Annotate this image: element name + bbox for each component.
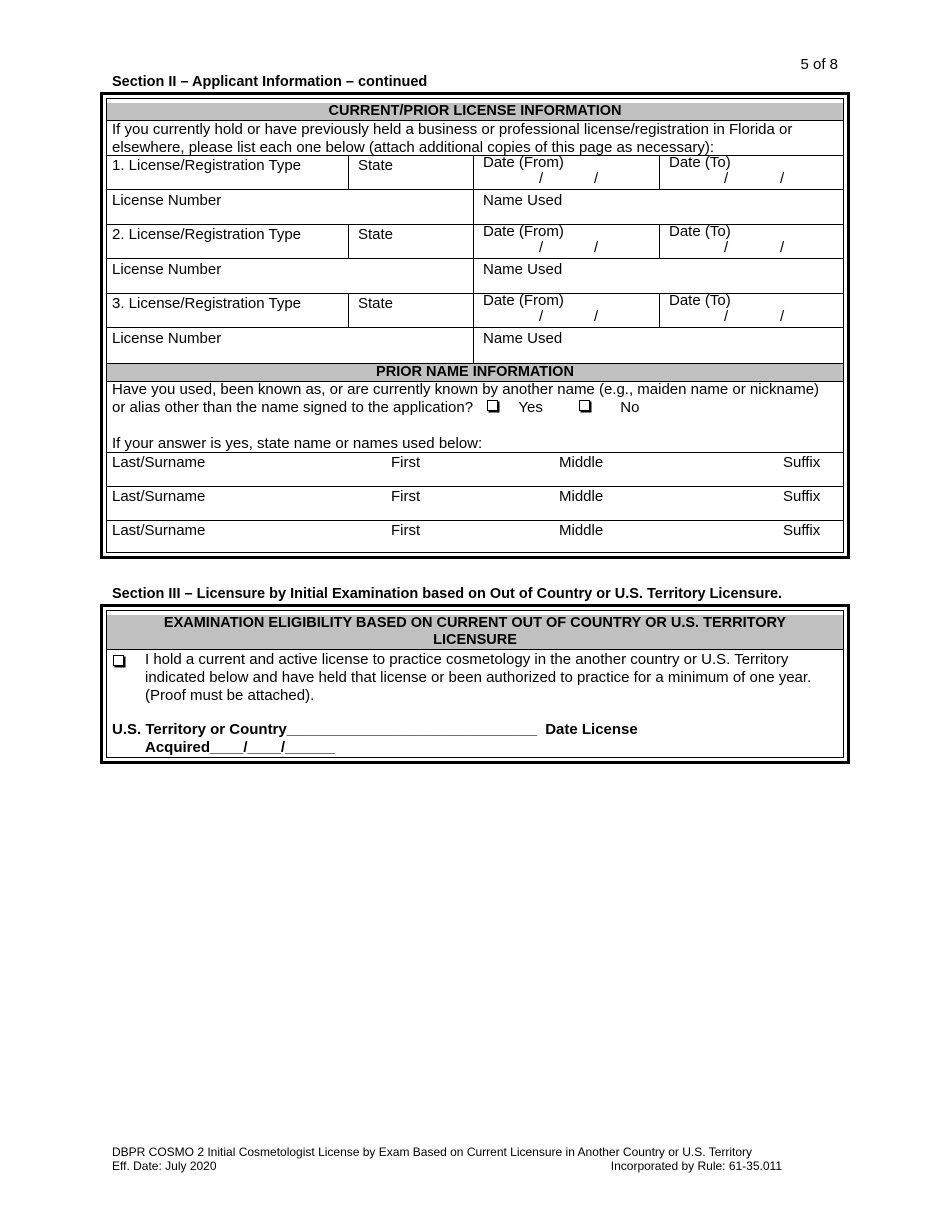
- date-separator: /: [594, 308, 599, 325]
- section-2-inner: [106, 98, 844, 553]
- date-separator: /: [724, 308, 729, 325]
- license-info-header: CURRENT/PRIOR LICENSE INFORMATION: [107, 103, 843, 121]
- license-1-number-field[interactable]: License Number: [112, 192, 222, 209]
- prior-name-header: PRIOR NAME INFORMATION: [107, 363, 843, 382]
- date-separator: /: [594, 239, 599, 256]
- license-2-date-from-field[interactable]: Date (From): [483, 223, 564, 240]
- prior-name-2-suffix-field[interactable]: Suffix: [783, 488, 821, 505]
- license-3-name-used-field[interactable]: Name Used: [483, 330, 563, 347]
- prior-name-1-middle-field[interactable]: Middle: [559, 454, 604, 471]
- license-1-type-field[interactable]: 1. License/Registration Type: [112, 157, 302, 174]
- section-3-box: [100, 604, 850, 764]
- date-separator: /: [724, 239, 729, 256]
- license-2-state-field[interactable]: State: [358, 226, 394, 243]
- territory-label: U.S. Territory or Country______________________________: [112, 721, 538, 738]
- prior-name-3-middle-field[interactable]: Middle: [559, 522, 604, 539]
- prior-name-question-text: Have you used, been known as, or are currently known by another name (e.g., maiden name or nickname) or alias other than the name signed to the application?: [112, 381, 820, 416]
- license-1-date-from-field[interactable]: Date (From): [483, 154, 564, 171]
- prior-name-3-last-field[interactable]: Last/Surname: [112, 522, 206, 539]
- footer-form-title: DBPR COSMO 2 Initial Cosmetologist License by Exam Based on Current Licensure in Another Country or U.S. Territory: [112, 1145, 753, 1159]
- license-3-date-to-field[interactable]: Date (To): [669, 292, 731, 309]
- date-separator: /: [780, 170, 785, 187]
- prior-name-question: [112, 381, 832, 417]
- no-checkbox[interactable]: [579, 400, 590, 411]
- page-number: 5 of 8: [800, 56, 838, 73]
- date-separator: /: [539, 308, 544, 325]
- section-2-box: [100, 92, 850, 559]
- prior-name-followup: If your answer is yes, state name or names used below:: [112, 435, 483, 452]
- no-label: No: [620, 399, 640, 416]
- section-3-title: Section III – Licensure by Initial Examination based on Out of Country or U.S. Territory Licensure.: [112, 586, 783, 602]
- prior-name-2-middle-field[interactable]: Middle: [559, 488, 604, 505]
- prior-name-1-first-field[interactable]: First: [391, 454, 421, 471]
- license-1-date-to-field[interactable]: Date (To): [669, 154, 731, 171]
- eligibility-header: EXAMINATION ELIGIBILITY BASED ON CURRENT OUT OF COUNTRY OR U.S. TERRITORY LICENSURE: [107, 615, 843, 650]
- date-separator: /: [780, 308, 785, 325]
- yes-label: Yes: [518, 399, 543, 416]
- date-separator: /: [724, 170, 729, 187]
- license-2-name-used-field[interactable]: Name Used: [483, 261, 563, 278]
- date-separator: /: [594, 170, 599, 187]
- license-3-state-field[interactable]: State: [358, 295, 394, 312]
- footer-rule: Incorporated by Rule: 61-35.011: [610, 1159, 782, 1173]
- date-acquired-field[interactable]: Acquired____/____/______: [145, 739, 336, 756]
- license-2-number-field[interactable]: License Number: [112, 261, 222, 278]
- territory-field[interactable]: [112, 721, 638, 739]
- license-3-number-field[interactable]: License Number: [112, 330, 222, 347]
- license-1-state-field[interactable]: State: [358, 157, 394, 174]
- prior-name-2-first-field[interactable]: First: [391, 488, 421, 505]
- date-separator: /: [539, 170, 544, 187]
- license-info-intro: If you currently hold or have previously held a business or professional license/registration in Florida or elsewhere, please list each one below (attach additional copies of this page as necessary):: [112, 121, 793, 156]
- license-3-date-from-field[interactable]: Date (From): [483, 292, 564, 309]
- prior-name-1-last-field[interactable]: Last/Surname: [112, 454, 206, 471]
- license-3-type-field[interactable]: 3. License/Registration Type: [112, 295, 302, 312]
- date-license-label: Date License: [545, 721, 638, 738]
- license-2-type-field[interactable]: 2. License/Registration Type: [112, 226, 302, 243]
- yes-checkbox[interactable]: [487, 400, 498, 411]
- license-2-date-to-field[interactable]: Date (To): [669, 223, 731, 240]
- eligibility-statement: I hold a current and active license to practice cosmetology in the another country or U.S. Territory indicated below and have held that license or been authorized to practice for a minimum of one year. (Proof must be attached).: [145, 651, 812, 704]
- section-2-title: Section II – Applicant Information – continued: [112, 74, 428, 90]
- prior-name-2-last-field[interactable]: Last/Surname: [112, 488, 206, 505]
- license-1-name-used-field[interactable]: Name Used: [483, 192, 563, 209]
- footer-eff-date: Eff. Date: July 2020: [112, 1159, 217, 1173]
- prior-name-3-suffix-field[interactable]: Suffix: [783, 522, 821, 539]
- prior-name-3-first-field[interactable]: First: [391, 522, 421, 539]
- date-separator: /: [539, 239, 544, 256]
- section-3-inner: [106, 610, 844, 758]
- prior-name-1-suffix-field[interactable]: Suffix: [783, 454, 821, 471]
- eligibility-checkbox[interactable]: [113, 655, 124, 666]
- date-separator: /: [780, 239, 785, 256]
